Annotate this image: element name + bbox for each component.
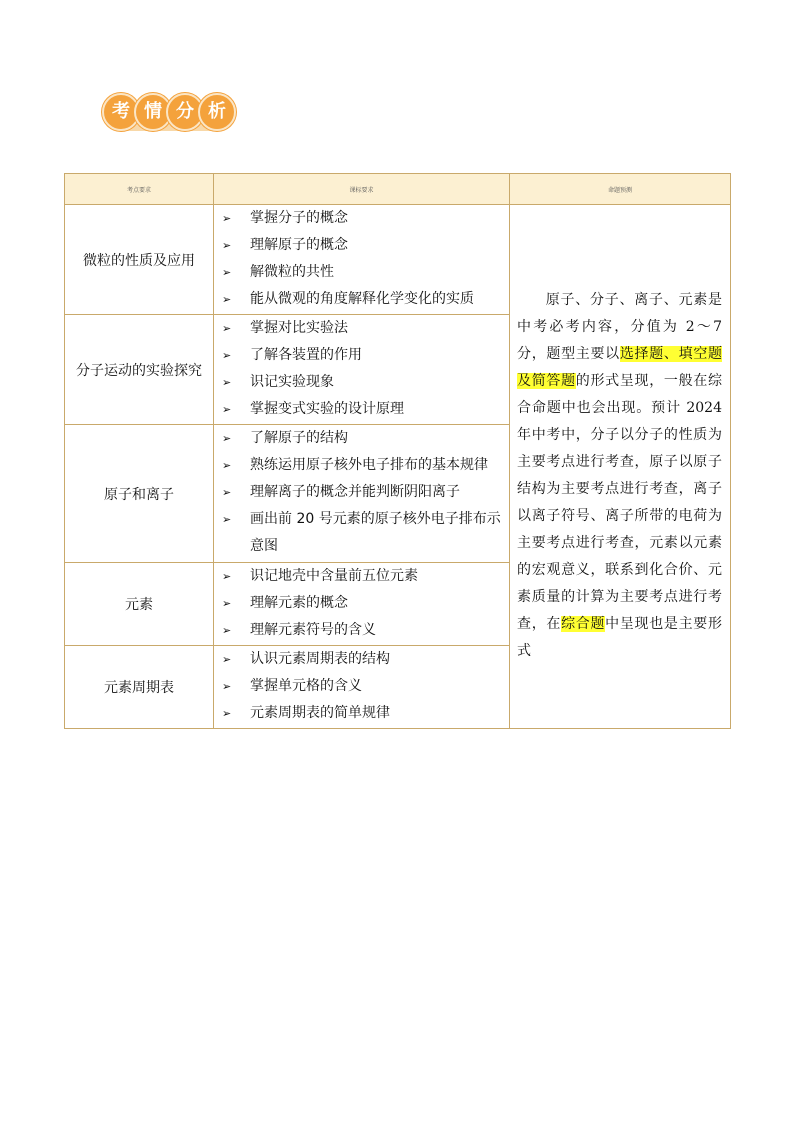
requirement-item: ➢ 掌握分子的概念 <box>214 205 509 232</box>
header-curriculum-requirements: 课标要求 <box>214 174 510 205</box>
prediction-highlight: 选择题、填空题及简答题 <box>517 346 723 389</box>
requirement-item: ➢ 熟练运用原子核外电子排布的基本规律 <box>214 452 509 479</box>
requirement-item: ➢ 识记实验现象 <box>214 369 509 396</box>
header-exam-points: 考点要求 <box>65 174 214 205</box>
requirement-item: ➢ 了解原子的结构 <box>214 425 509 452</box>
requirement-item: ➢ 能从微观的角度解释化学变化的实质 <box>214 286 509 313</box>
badge-char: 析 <box>198 93 236 131</box>
exam-analysis-table <box>64 173 731 729</box>
prediction-text: 的形式呈现，一般在综合命题中也会出现。预计 2024 年中考中，分子以分子的性质为主要考点进行考查，原子以原子结构为主要考点进行考查，离子以离子符号、离子所带的电荷为主要考点进行考查，元素以元素的宏观意义，联系到化合价、元素质量的计算为主要考点进行考查，在 <box>517 373 723 632</box>
requirement-item: ➢ 元素周期表的简单规律 <box>214 700 509 727</box>
table-row <box>65 205 731 315</box>
arrow-bullet-icon: ➢ <box>222 707 232 720</box>
requirement-item: ➢ 识记地壳中含量前五位元素 <box>214 563 509 590</box>
arrow-bullet-icon: ➢ <box>222 459 232 472</box>
topic-cell: 元素周期表 <box>65 646 214 729</box>
badge-char: 情 <box>134 93 172 131</box>
arrow-bullet-icon: ➢ <box>222 653 232 666</box>
badge-char: 考 <box>102 93 140 131</box>
topic-cell: 原子和离子 <box>65 425 214 563</box>
section-title-badge <box>102 93 232 139</box>
arrow-bullet-icon: ➢ <box>222 432 232 445</box>
requirement-item: ➢ 掌握单元格的含义 <box>214 673 509 700</box>
arrow-bullet-icon: ➢ <box>222 376 232 389</box>
prediction-highlight: 综合题 <box>561 616 606 632</box>
topic-cell: 分子运动的实验探究 <box>65 315 214 425</box>
arrow-bullet-icon: ➢ <box>222 266 232 279</box>
arrow-bullet-icon: ➢ <box>222 624 232 637</box>
requirement-item: ➢ 掌握对比实验法 <box>214 315 509 342</box>
requirement-item: ➢ 了解各装置的作用 <box>214 342 509 369</box>
topic-cell: 微粒的性质及应用 <box>65 205 214 315</box>
requirements-cell <box>214 315 510 425</box>
requirement-item: ➢ 理解原子的概念 <box>214 232 509 259</box>
arrow-bullet-icon: ➢ <box>222 680 232 693</box>
arrow-bullet-icon: ➢ <box>222 212 232 225</box>
requirements-cell <box>214 425 510 563</box>
arrow-bullet-icon: ➢ <box>222 349 232 362</box>
arrow-bullet-icon: ➢ <box>222 486 232 499</box>
requirements-cell <box>214 563 510 646</box>
prediction-text: 原子、分子、离子、元素是中考必考内容，分值为 2～7 分，题型主要以 <box>517 292 722 362</box>
table-header-row <box>65 174 731 205</box>
arrow-bullet-icon: ➢ <box>222 293 232 306</box>
arrow-bullet-icon: ➢ <box>222 239 232 252</box>
requirement-item: ➢ 理解元素的概念 <box>214 590 509 617</box>
requirements-cell <box>214 205 510 315</box>
arrow-bullet-icon: ➢ <box>222 322 232 335</box>
badge-char: 分 <box>166 93 204 131</box>
requirement-item: ➢ 认识元素周期表的结构 <box>214 646 509 673</box>
prediction-cell <box>510 205 731 729</box>
requirement-item: ➢ 画出前 20 号元素的原子核外电子排布示意图 <box>214 506 509 560</box>
requirements-cell <box>214 646 510 729</box>
arrow-bullet-icon: ➢ <box>222 403 232 416</box>
arrow-bullet-icon: ➢ <box>222 597 232 610</box>
requirement-item: ➢ 理解元素符号的含义 <box>214 617 509 644</box>
requirement-item: ➢ 解微粒的共性 <box>214 259 509 286</box>
arrow-bullet-icon: ➢ <box>222 513 232 526</box>
prediction-text: 中呈现也是主要形式 <box>517 616 723 659</box>
header-prediction: 命题预测 <box>510 174 731 205</box>
requirement-item: ➢ 掌握变式实验的设计原理 <box>214 396 509 423</box>
arrow-bullet-icon: ➢ <box>222 570 232 583</box>
topic-cell: 元素 <box>65 563 214 646</box>
requirement-item: ➢ 理解离子的概念并能判断阴阳离子 <box>214 479 509 506</box>
